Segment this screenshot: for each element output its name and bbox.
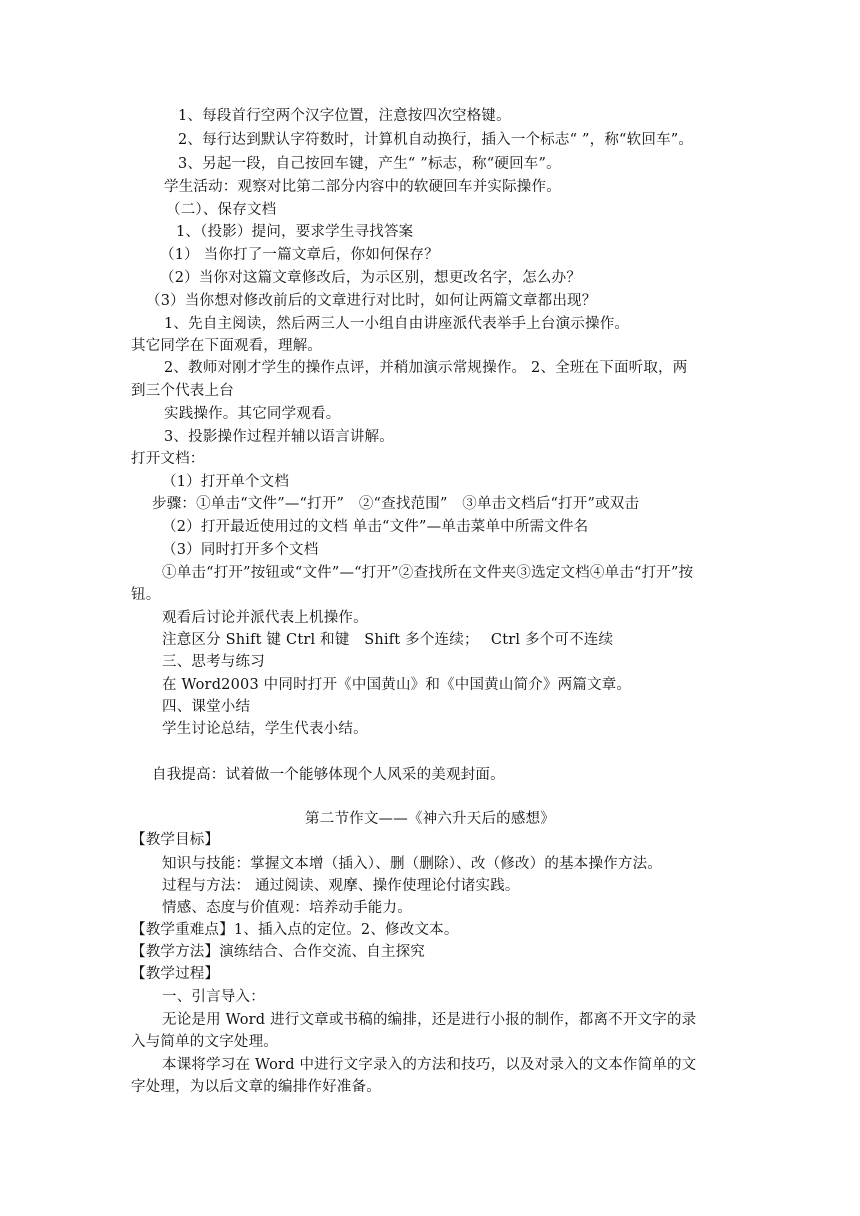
text-line: 钮。 — [131, 587, 161, 603]
text-line: 情感、态度与价值观：培养动手能力。 — [162, 900, 412, 916]
text-line: 3、投影操作过程并辅以语言讲解。 — [164, 429, 394, 445]
section-heading: 三、思考与练习 — [162, 654, 265, 670]
text-line: 学生活动：观察对比第二部分内容中的软硬回车并实际操作。 — [164, 179, 561, 195]
text-line: 到三个代表上台 — [131, 383, 234, 399]
text-line: （2）打开最近使用过的文档 单击“文件”—单击菜单中所需文件名 — [162, 519, 589, 535]
text-line: （3）当你想对修改前后的文章进行对比时，如何让两篇文章都出现？ — [146, 293, 597, 309]
text-line: 【教学重难点】1、插入点的定位。2、修改文本。 — [131, 922, 459, 938]
text-line: ①单击“打开”按钮或“文件”—“打开”②查找所在文件夹③选定文档④单击“打开”按 — [162, 565, 694, 581]
text-line: （1）打开单个文档 — [162, 474, 290, 490]
text-line: （1） 当你打了一篇文章后，你如何保存？ — [160, 247, 439, 263]
text-line: 学生讨论总结，学生代表小结。 — [162, 721, 368, 737]
section-heading: 四、课堂小结 — [162, 699, 251, 715]
text-line: 字处理，为以后文章的编排作好准备。 — [131, 1079, 381, 1095]
text-line: 步骤：①单击“文件”—“打开” ②“查找范围” ③单击文档后“打开”或双击 — [152, 496, 640, 512]
text-line: 本课将学习在 Word 中进行文字录入的方法和技巧，以及对录入的文本作简单的文 — [162, 1057, 697, 1073]
text-line: 【教学方法】演练结合、合作交流、自主探究 — [131, 944, 425, 960]
text-line: 实践操作。其它同学观看。 — [164, 406, 341, 422]
text-line: 其它同学在下面观看，理解。 — [131, 338, 323, 354]
text-line: 观看后讨论并派代表上机操作。 — [162, 610, 368, 626]
section-heading: 【教学目标】 — [131, 832, 220, 848]
section-heading: （二）、保存文档 — [166, 202, 277, 218]
text-line: （2）当你对这篇文章修改后，为示区别，想更改名字，怎么办？ — [160, 270, 582, 286]
text-line: 自我提高：试着做一个能够体现个人风采的美观封面。 — [152, 767, 505, 783]
text-line: 知识与技能：掌握文本增（插入）、删（删除）、改（修改）的基本操作方法。 — [162, 856, 662, 872]
text-line: 1、（投影）提问，要求学生寻找答案 — [176, 224, 414, 240]
text-line: 一、引言导入： — [162, 989, 265, 1005]
text-line: 打开文档： — [131, 451, 205, 467]
text-line: 入与简单的文字处理。 — [131, 1034, 278, 1050]
text-line: 1、先自主阅读，然后两三人一小组自由讲座派代表举手上台演示操作。 — [164, 316, 630, 332]
text-line: 过程与方法： 通过阅读、观摩、操作使理论付诸实践。 — [162, 878, 520, 894]
text-line: 在 Word2003 中同时打开《中国黄山》和《中国黄山简介》两篇文章。 — [162, 677, 632, 693]
text-line: 注意区分 Shift 键 Ctrl 和键 Shift 多个连续； Ctrl 多个可不连续 — [162, 632, 614, 648]
text-line: 2、教师对刚才学生的操作点评，并稍加演示常规操作。 2、全班在下面听取，两 — [164, 360, 688, 376]
text-line: 1、每段首行空两个汉字位置，注意按四次空格键。 — [178, 108, 511, 124]
section-heading: 【教学过程】 — [131, 966, 220, 982]
section-title: 第二节作文——《神六升天后的感想》 — [305, 811, 555, 827]
text-line: 无论是用 Word 进行文章或书稿的编排，还是进行小报的制作，都离不开文字的录 — [162, 1012, 697, 1028]
text-line: 3、另起一段，自己按回车键，产生“ ”标志，称“硬回车”。 — [178, 156, 561, 172]
text-line: 2、每行达到默认字符数时，计算机自动换行，插入一个标志“ ”，称“软回车”。 — [178, 132, 694, 148]
text-line: （3）同时打开多个文档 — [162, 542, 319, 558]
